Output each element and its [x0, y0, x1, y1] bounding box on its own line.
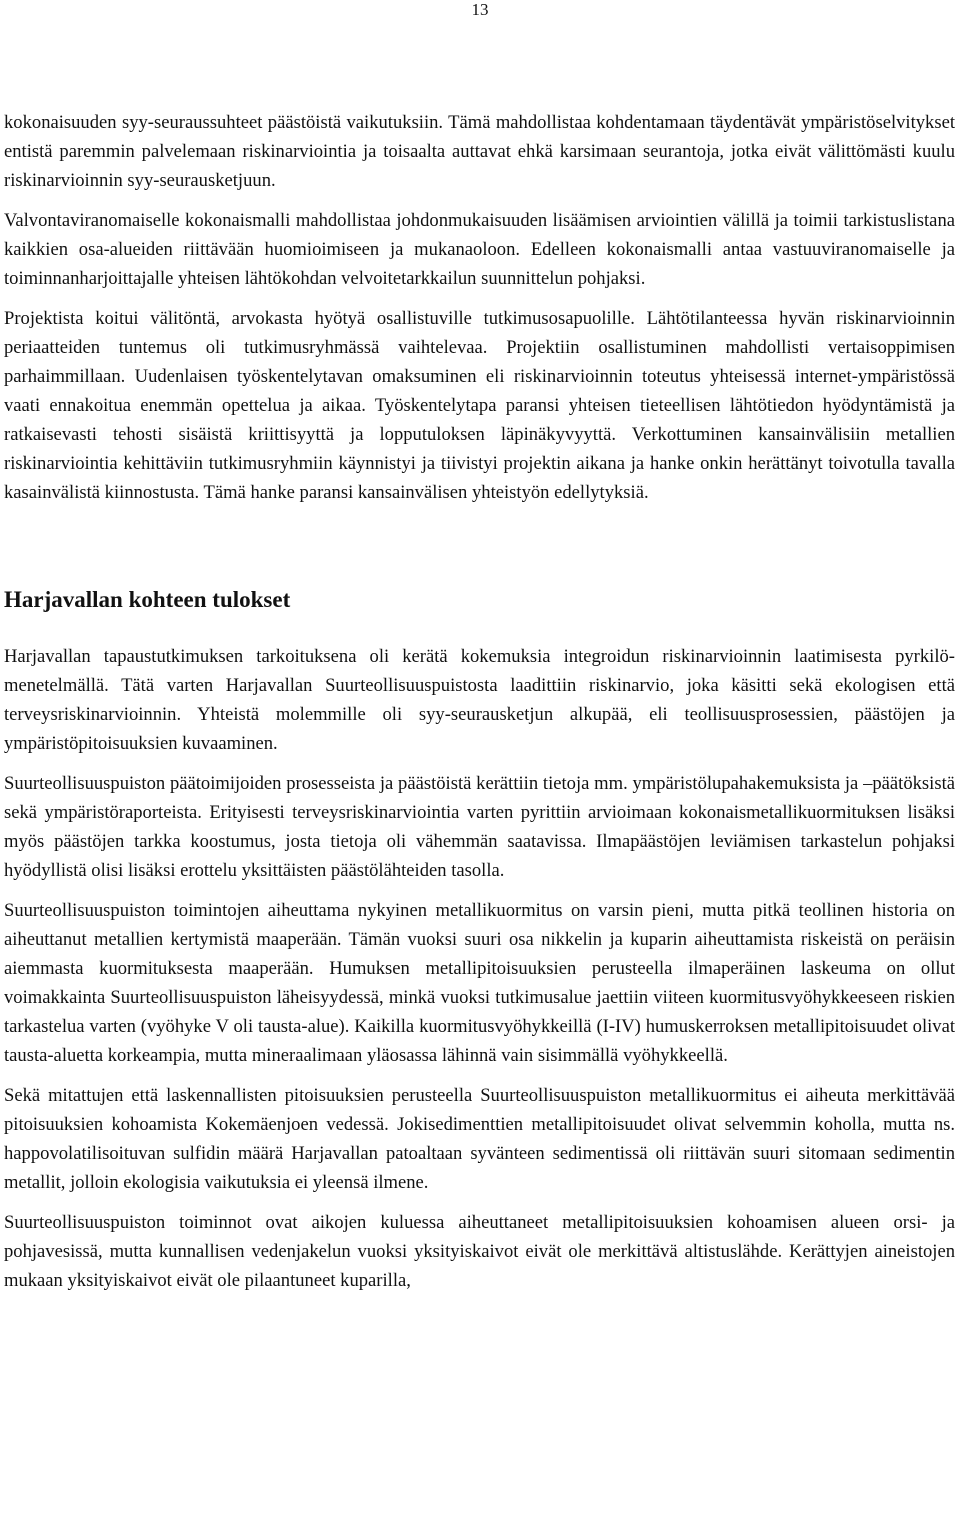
- document-body: [4, 108, 955, 1295]
- page-number: 13: [471, 0, 489, 19]
- body-paragraph: Projektista koitui välitöntä, arvokasta hyötyä osallistuville tutkimusosapuolille. Lähtötilanteessa hyvän riskinarvioinnin periaatteiden tuntemus oli tutkimusryhmässä vaihtelevaa. Projektiin osallistuminen mahdollisti vertaisoppimisen parhaimmillaan. Uudenlaisen työskentelytavan omaksuminen eli riskinarvioinnin toteutus yhteisessä internet-ympäristössä vaati ennakoitua enemmän opettelua ja aikaa. Työskentelytapa paransi yhteisen tieteellisen lähtötiedon hyödyntämistä ja ratkaisevasti tehosti sisäistä kriittisyyttä ja lopputuloksen läpinäkyvyyttä. Verkottuminen kansainvälisiin metallien riskinarviointia kehittäviin tutkimusryhmiin käynnistyi ja tiivistyi projektin aikana ja hanke onkin herättänyt toivotulla tavalla kasainvälistä kiinnostusta. Tämä hanke paransi kansainvälisen yhteistyön edellytyksiä.: [4, 308, 955, 503]
- body-paragraph: Suurteollisuuspuiston toimintojen aiheuttama nykyinen metallikuormitus on varsin pieni, mutta pitkä teollinen historia on aiheuttanut metallien kertymistä maaperään. Tämän vuoksi suuri osa nikkelin ja kuparin aiheuttamista riskeistä on peräisin aiemmasta kuormituksesta maaperään. Humuksen metallipitoisuuksien perusteella ilmaperäinen laskeuma on ollut voimakkainta Suurteollisuuspuiston läheisyydessä, minkä vuoksi tutkimusalue jaettiin viiteen kuormitusvyöhykkeeseen riskien tarkastelua varten (vyöhyke V oli tausta-alue). Kaikilla kuormitusvyöhykkeillä (I-IV) humuskerroksen metallipitoisuudet olivat tausta-aluetta korkeampia, mutta mineraalimaan yläosassa lähinnä vain sisimmällä vyöhykkeellä.: [4, 900, 955, 1066]
- section-heading: Harjavallan kohteen tulokset: [4, 587, 291, 612]
- body-paragraph: Suurteollisuuspuiston toiminnot ovat aikojen kuluessa aiheuttaneet metallipitoisuuksien kohoamisen alueen orsi- ja pohjavesissä, mutta kunnallisen vedenjakelun vuoksi yksityiskaivot eivät ole merkittävä altistuslähde. Kerättyjen aineistojen mukaan yksityiskaivot eivät ole pilaantuneet kuparilla,: [4, 1212, 955, 1291]
- body-paragraph: kokonaisuuden syy-seuraussuhteet päästöistä vaikutuksiin. Tämä mahdollistaa kohdentamaan täydentävät ympäristöselvitykset entistä paremmin palvelemaan riskinarviointia ja toisaalta auttavat ehkä karsimaan seurantoja, jotka eivät välittömästi kuulu riskinarvioinnin syy-seurausketjuun.: [4, 112, 955, 191]
- body-paragraph: Suurteollisuuspuiston päätoimijoiden prosesseista ja päästöistä kerättiin tietoja mm. ympäristölupahakemuksista ja –päätöksistä sekä ympäristöraporteista. Erityisesti terveysriskinarviointia varten pyrittiin arvioimaan kokonaismetallikuormituksen lisäksi myös päästöjen tarkka koostumus, josta tietoja oli vähemmän saatavissa. Ilmapäästöjen leviämisen tarkastelun pohjaksi hyödyllistä olisi lisäksi erottelu yksittäisten päästölähteiden tasolla.: [4, 773, 955, 881]
- body-paragraph: Sekä mitattujen että laskennallisten pitoisuuksien perusteella Suurteollisuuspuiston metallikuormitus ei aiheuta merkittävää pitoisuuksien kohoamista Kokemäenjoen vedessä. Jokisedimenttien metallipitoisuudet olivat selvemmin koholla, mutta ns. happovolatilisoituvan sulfidin määrä Harjavallan patoaltaan syvänteen sedimentissä oli riittävän suuri sitomaan sedimentin metallit, jolloin ekologisia vaikutuksia ei yleensä ilmene.: [4, 1085, 955, 1193]
- body-paragraph: Valvontaviranomaiselle kokonaismalli mahdollistaa johdonmukaisuuden lisäämisen arviointien välillä ja toimii tarkistuslistana kaikkien osa-alueiden riittävään huomioimiseen ja mukanaoloon. Edelleen kokonaismalli antaa vastuuviranomaiselle ja toiminnanharjoittajalle yhteisen lähtökohdan velvoitetarkkailun suunnittelun pohjaksi.: [4, 210, 955, 289]
- body-paragraph: Harjavallan tapaustutkimuksen tarkoituksena oli kerätä kokemuksia integroidun riskinarvioinnin laatimisesta pyrkilö-menetelmällä. Tätä varten Harjavallan Suurteollisuuspuistosta laadittiin riskinarvio, joka käsitti sekä ekologisen että terveysriskinarvioinnin. Yhteistä molemmille oli syy-seurausketjun alkupää, eli teollisuusprosessien, päästöjen ja ympäristöpitoisuuksien kuvaaminen.: [4, 646, 955, 754]
